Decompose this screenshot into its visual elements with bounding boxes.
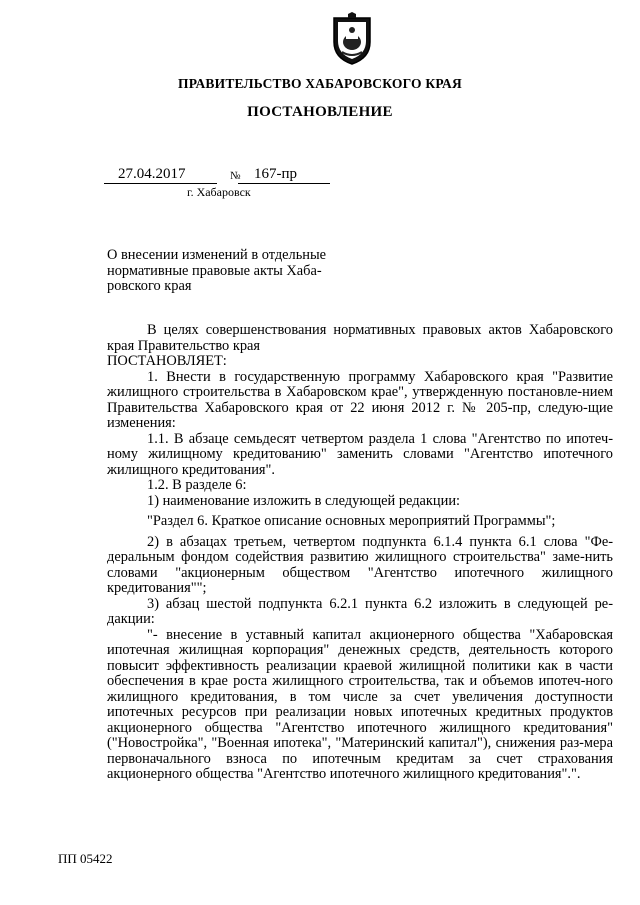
paragraph-1-2-1: 1) наименование изложить в следующей редакции: <box>147 492 461 509</box>
paragraph-1-2-3-quote: "- внесение в уставный капитал акционерного общества "Хабаровская ипотечная жилищная корпорация" денежных средств, деятельность которого повысит эффективность реализации краевой жилищной политики как в части обеспечения в крае роста жилищного строительства, так и объемов ипотеч-ного жилищного кредитования, в том числе за счет увеличения доступности ипотечных ресурсов при реализации новых ипотечных кредитных продуктов акционерного общества "Агентство ипотечного жилищного кредитования" ("Новостройка", "Военная ипотека", "Материнский капитал"), снижения раз-мера первоначального взноса по ипотечным кредитам за счет страхования акционерного общества "Агентство ипотечного жилищного кредитования".". <box>107 626 613 782</box>
document-number: 167-пр <box>254 166 298 182</box>
number-underline <box>238 183 330 184</box>
government-name: ПРАВИТЕЛЬСТВО ХАБАРОВСКОГО КРАЯ <box>178 76 462 91</box>
coat-of-arms-icon <box>330 12 374 66</box>
footer-code: ПП 05422 <box>58 851 113 866</box>
paragraph-1-2-3: 3) абзац шестой подпункта 6.2.1 пункта 6.2 изложить в следующей ре-дакции: <box>107 595 613 627</box>
paragraph-1: 1. Внести в государственную программу Хабаровского края "Развитие жилищного строительства в Хабаровском крае", утвержденную постановле-нием Правительства Хабаровского края от 22 июня 2012 г. № 205-пр, следую-щие изменения: <box>107 368 613 431</box>
document-body <box>107 323 613 783</box>
document-city: г. Хабаровск <box>187 185 251 199</box>
date-underline <box>104 183 217 184</box>
paragraph-1-2-2: 2) в абзацах третьем, четвертом подпункта 6.1.4 пункта 6.1 слова "Фе-деральным фондом содействия развитию жилищного строительства" заме-нить словами "акционерным обществом "Агентство ипотечного жилищного кредитования""; <box>107 533 613 596</box>
number-sign: № <box>230 170 241 182</box>
paragraph-1-1: 1.1. В абзаце семьдесят четвертом раздела 1 слова "Агентство по ипотеч-ному жилищному кредитованию" заменить словами "Агентство ипотечного жилищного кредитования". <box>107 430 613 478</box>
document-date: 27.04.2017 <box>118 166 186 182</box>
paragraph-1-2: 1.2. В разделе 6: <box>147 477 247 493</box>
preamble: В целях совершенствования нормативных правовых актов Хабаровского края Правительство края <box>107 322 613 354</box>
paragraph-1-2-1-quote: "Раздел 6. Краткое описание основных мероприятий Программы"; <box>147 513 556 529</box>
document-type: ПОСТАНОВЛЕНИЕ <box>247 104 393 120</box>
document-subject: О внесении изменений в отдельные нормативные правовые акты Хаба-ровского края <box>107 247 327 294</box>
resolves: ПОСТАНОВЛЯЕТ: <box>107 353 227 369</box>
